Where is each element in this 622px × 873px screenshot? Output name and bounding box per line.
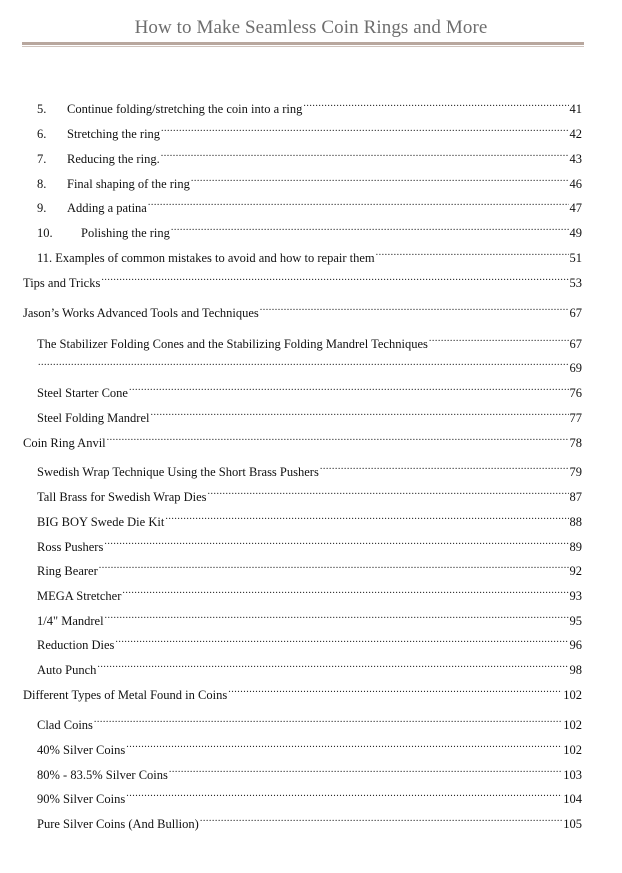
- toc-entry-label: Reduction Dies: [37, 638, 115, 652]
- toc-entry-label: Reducing the ring.: [67, 152, 160, 166]
- toc-leader-dots: [200, 810, 562, 828]
- toc-leader-dots: [122, 582, 568, 600]
- toc-leader-dots: [97, 656, 568, 674]
- toc-entry-page: 87: [569, 490, 582, 504]
- toc-entry-page: 89: [569, 540, 582, 554]
- toc-entry[interactable]: [37, 810, 582, 831]
- toc-entry-number: 10.: [37, 226, 53, 240]
- toc-entry-page: 93: [569, 589, 582, 603]
- toc-entry[interactable]: [37, 145, 582, 166]
- toc-entry-label: Stretching the ring: [67, 127, 161, 141]
- toc-entry-label: Tall Brass for Swedish Wrap Dies: [37, 490, 207, 504]
- toc-entry-label: Ring Bearer: [37, 564, 98, 578]
- toc-entry[interactable]: [23, 269, 582, 290]
- toc-entry-page: 105: [563, 817, 582, 831]
- toc-entry-label: Polishing the ring: [81, 226, 170, 240]
- toc-leader-dots: [320, 458, 569, 476]
- toc-leader-dots: [169, 761, 562, 779]
- toc-entry[interactable]: [37, 483, 582, 504]
- toc-entry-label: 90% Silver Coins: [37, 792, 126, 806]
- toc-leader-dots: [161, 145, 569, 163]
- toc-entry-label: Clad Coins: [37, 718, 93, 732]
- toc-leader-dots: [129, 379, 569, 397]
- toc-entry-label: Jason’s Works Advanced Tools and Techniques: [23, 306, 259, 320]
- toc-entry[interactable]: [37, 533, 582, 554]
- toc-entry-page: 76: [569, 386, 582, 400]
- toc-leader-dots: [115, 631, 568, 649]
- toc-entry-page: 79: [569, 465, 582, 479]
- toc-entry-page: 103: [563, 768, 582, 782]
- toc-leader-dots: [151, 404, 569, 422]
- toc-entry-label: Tips and Tricks: [23, 276, 101, 290]
- toc-leader-dots: [126, 785, 562, 803]
- toc-leader-dots: [105, 607, 569, 625]
- toc-entry[interactable]: [37, 711, 582, 732]
- toc-entry[interactable]: [37, 656, 582, 677]
- toc-entry-label: Different Types of Metal Found in Coins: [23, 688, 228, 702]
- toc-leader-dots: [191, 170, 569, 188]
- toc-entry-page: 77: [569, 411, 582, 425]
- toc-leader-dots: [99, 557, 569, 575]
- toc-entry-page: 46: [569, 177, 582, 191]
- toc-entry-label: 11. Examples of common mistakes to avoid and how to repair them: [37, 251, 375, 265]
- toc-entry-label: MEGA Stretcher: [37, 589, 122, 603]
- toc-entry[interactable]: [23, 429, 582, 450]
- toc-entry-page: 67: [569, 306, 582, 320]
- toc-leader-dots: [101, 269, 568, 287]
- toc-entry-label: Adding a patina: [67, 201, 147, 215]
- toc-entry-page: 104: [563, 792, 582, 806]
- toc-leader-dots: [104, 533, 568, 551]
- toc-entry[interactable]: [23, 681, 582, 702]
- toc-entry-page: 49: [569, 226, 582, 240]
- toc-entry-page: 96: [569, 638, 582, 652]
- toc-leader-dots: [38, 354, 569, 372]
- toc-entry-page: 88: [569, 515, 582, 529]
- toc-entry[interactable]: [37, 458, 582, 479]
- toc-entry-label: Coin Ring Anvil: [23, 436, 106, 450]
- toc-leader-dots: [376, 244, 569, 262]
- toc-entry[interactable]: [37, 354, 582, 375]
- toc-entry-page: 102: [563, 688, 582, 702]
- toc-leader-dots: [171, 219, 569, 237]
- toc-entry-page: 51: [569, 251, 582, 265]
- toc-entry[interactable]: [37, 120, 582, 141]
- toc-leader-dots: [260, 299, 569, 317]
- toc-entry[interactable]: [37, 95, 582, 116]
- toc-entry-page: 102: [563, 718, 582, 732]
- toc-entry[interactable]: [37, 631, 582, 652]
- document-title: How to Make Seamless Coin Rings and More: [134, 17, 488, 38]
- toc-leader-dots: [94, 711, 562, 729]
- toc-entry-page: 53: [569, 276, 582, 290]
- toc-entry[interactable]: [37, 379, 582, 400]
- toc-entry-page: 102: [563, 743, 582, 757]
- toc-entry-label: Steel Starter Cone: [37, 386, 128, 400]
- toc-entry[interactable]: [37, 194, 582, 215]
- toc-entry-page: 95: [569, 614, 582, 628]
- toc-entry[interactable]: [37, 761, 582, 782]
- toc-entry[interactable]: [37, 170, 582, 191]
- toc-entry-label: Pure Silver Coins (And Bullion): [37, 817, 199, 831]
- toc-leader-dots: [303, 95, 568, 113]
- toc-entry[interactable]: [37, 330, 582, 351]
- toc-entry[interactable]: [37, 785, 582, 806]
- toc-entry[interactable]: [37, 404, 582, 425]
- toc-entry[interactable]: [37, 508, 582, 529]
- toc-entry[interactable]: [37, 219, 582, 240]
- toc-entry-page: 78: [569, 436, 582, 450]
- toc-entry-label: BIG BOY Swede Die Kit: [37, 515, 165, 529]
- toc-entry-page: 67: [569, 337, 582, 351]
- toc-leader-dots: [165, 508, 568, 526]
- toc-entry[interactable]: [37, 244, 582, 265]
- toc-entry[interactable]: [37, 736, 582, 757]
- toc-entry-number: 9.: [37, 201, 47, 215]
- toc-entry-label: Ross Pushers: [37, 540, 104, 554]
- toc-entry-number: 8.: [37, 177, 47, 191]
- toc-entry-label: Swedish Wrap Technique Using the Short Brass Pushers: [37, 465, 319, 479]
- toc-entry-page: 41: [569, 102, 582, 116]
- toc-entry-page: 92: [569, 564, 582, 578]
- toc-leader-dots: [148, 194, 569, 212]
- toc-leader-dots: [126, 736, 562, 754]
- toc-leader-dots: [208, 483, 569, 501]
- toc-entry-label: 80% - 83.5% Silver Coins: [37, 768, 168, 782]
- toc-entry[interactable]: [37, 582, 582, 603]
- toc-entry-label: The Stabilizer Folding Cones and the Stabilizing Folding Mandrel Techniques: [37, 337, 428, 351]
- toc-entry-page: 98: [569, 663, 582, 677]
- toc-entry-label: Steel Folding Mandrel: [37, 411, 150, 425]
- toc-leader-dots: [228, 681, 562, 699]
- toc-entry-label: Continue folding/stretching the coin into a ring: [67, 102, 303, 116]
- toc-entry-label: 40% Silver Coins: [37, 743, 126, 757]
- toc-entry-label: 1/4" Mandrel: [37, 614, 104, 628]
- toc-entry-page: 47: [569, 201, 582, 215]
- toc-entry-label: Auto Punch: [37, 663, 97, 677]
- toc-leader-dots: [161, 120, 568, 138]
- toc-entry-number: 7.: [37, 152, 47, 166]
- toc-entry-number: 6.: [37, 127, 47, 141]
- toc-leader-dots: [107, 429, 569, 447]
- toc-entry[interactable]: [37, 607, 582, 628]
- toc-entry-page: 42: [569, 127, 582, 141]
- toc-entry[interactable]: [23, 299, 582, 320]
- toc-entry-number: 5.: [37, 102, 47, 116]
- toc-leader-dots: [429, 330, 569, 348]
- toc-entry-label: Final shaping of the ring: [67, 177, 190, 191]
- toc-entry[interactable]: [37, 557, 582, 578]
- toc-entry-page: 69: [569, 361, 582, 375]
- toc-entry-page: 43: [569, 152, 582, 166]
